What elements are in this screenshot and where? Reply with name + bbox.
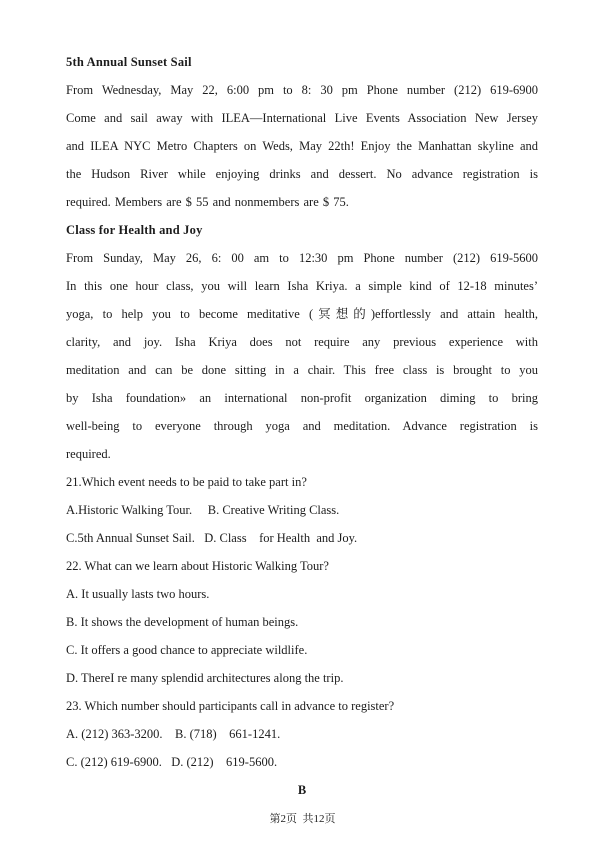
question-22-option-line: B. It shows the development of human beings. bbox=[66, 615, 299, 629]
section1-body-line: the Hudson River while enjoying drinks and dessert. No advance registration is bbox=[66, 167, 538, 181]
section2-body-line: by Isha foundation» an international non-profit organization diming to bring bbox=[66, 391, 538, 405]
question-22-option-line: A. It usually lasts two hours. bbox=[66, 587, 210, 601]
page-footer: 第2页 共12页 bbox=[269, 813, 336, 825]
document-content bbox=[66, 48, 538, 804]
question-23-stem: 23. Which number should participants call in advance to register? bbox=[66, 699, 395, 713]
question-23-option-line: A. (212) 363-3200. B. (718) 661-1241. bbox=[66, 727, 281, 741]
section2-body-line: required. bbox=[66, 447, 111, 461]
section1-body-line: required. Members are $ 55 and nonmembers are $ 75. bbox=[66, 195, 349, 209]
question-21-option-line: A.Historic Walking Tour. B. Creative Writing Class. bbox=[66, 503, 340, 517]
question-22-option-line: D. ThereI re many splendid architectures along the trip. bbox=[66, 671, 344, 685]
question-22-stem: 22. What can we learn about Historic Walking Tour? bbox=[66, 559, 329, 573]
section1-body-line: Come and sail away with ILEA—International Live Events Association New Jersey bbox=[66, 111, 538, 125]
section2-body-line: well-being to everyone through yoga and meditation. Advance registration is bbox=[66, 419, 538, 433]
section2-heading: Class for Health and Joy bbox=[66, 223, 203, 237]
section1-schedule: From Wednesday, May 22, 6:00 pm to 8: 30 pm Phone number (212) 619-6900 bbox=[66, 83, 538, 97]
question-21-option-line: C.5th Annual Sunset Sail. D. Class for Health and Joy. bbox=[66, 531, 358, 545]
section2-body-line: yoga, to help you to become meditative (冥想的)effortlessly and attain health, bbox=[66, 307, 538, 321]
question-21-stem: 21.Which event needs to be paid to take part in? bbox=[66, 475, 307, 489]
section-marker: B bbox=[297, 783, 307, 797]
section2-body-line: In this one hour class, you will learn Isha Kriya. a simple kind of 12-18 minutes’ bbox=[66, 279, 538, 293]
section1-heading: 5th Annual Sunset Sail bbox=[66, 55, 192, 69]
question-23-option-line: C. (212) 619-6900. D. (212) 619-5600. bbox=[66, 755, 278, 769]
section2-body-line: clarity, and joy. Isha Kriya does not require any previous experience with bbox=[66, 335, 538, 349]
section2-body-line: meditation and can be done sitting in a chair. This free class is brought to you bbox=[66, 363, 538, 377]
section2-schedule: From Sunday, May 26, 6: 00 am to 12:30 pm Phone number (212) 619-5600 bbox=[66, 251, 538, 265]
section1-body-line: and ILEA NYC Metro Chapters on Weds, May 22th! Enjoy the Manhattan skyline and bbox=[66, 139, 538, 153]
question-22-option-line: C. It offers a good chance to appreciate wildlife. bbox=[66, 643, 308, 657]
